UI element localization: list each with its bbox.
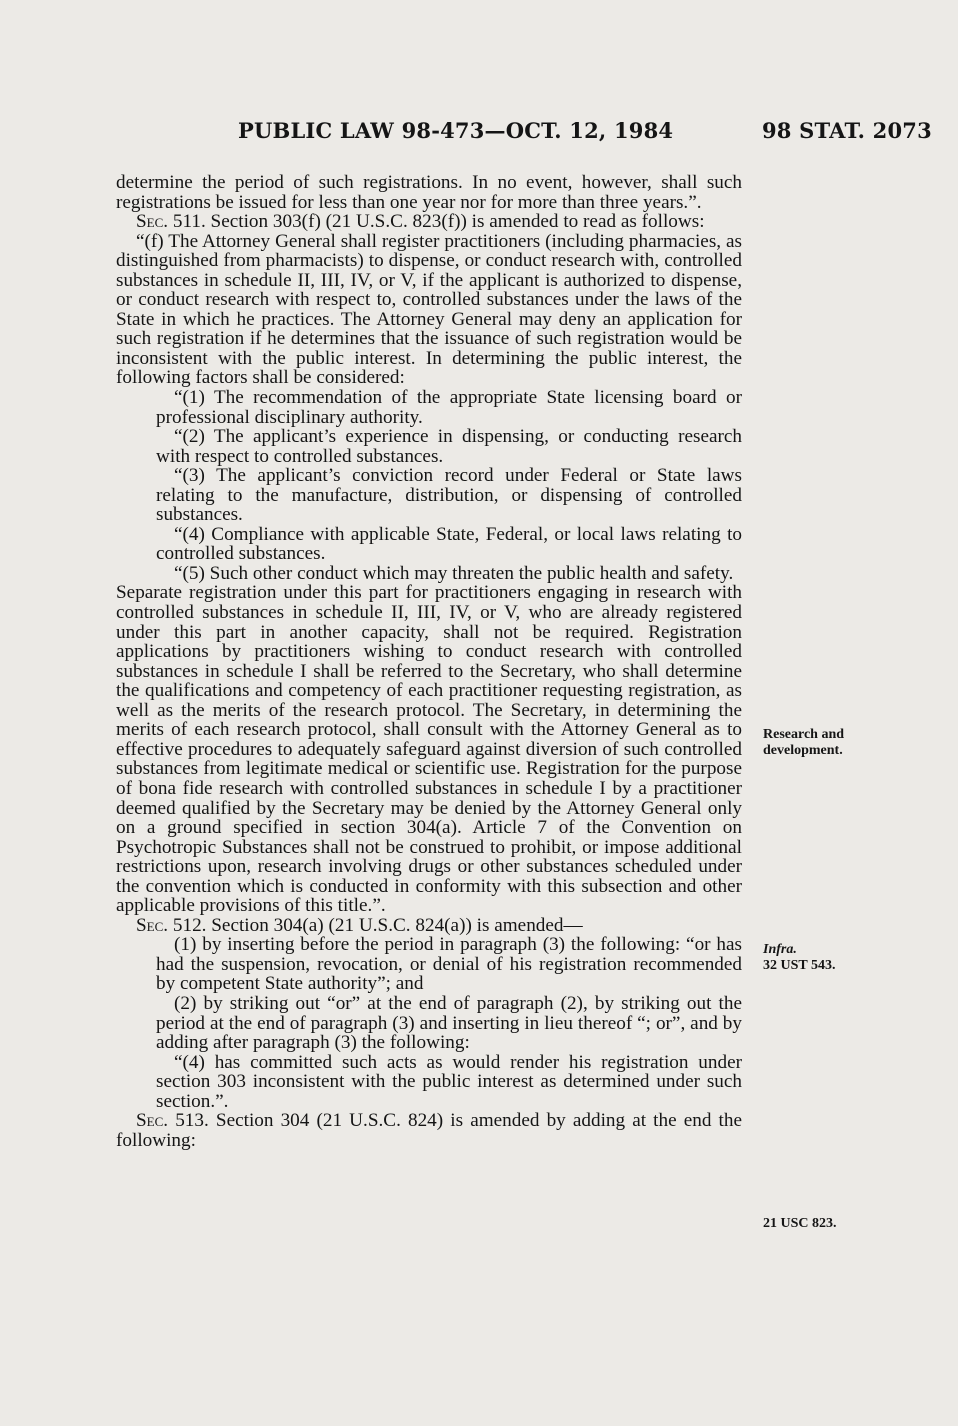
page-header-title: PUBLIC LAW 98-473—OCT. 12, 1984 <box>238 118 674 143</box>
separate-registration-paragraph: Separate registration under this part for practitioners engaging in research with controlled substances in schedule II, III, IV, or V, who are already registered under this part in another capacity, shall not be required. Registration applications by practitioners wishing to conduct research with controlled substances in schedule I shall be referred to the Secretary, who shall determine the qualifications and competency of each practitioner requesting registration, as well as the merits of the research protocol. The Secretary, in determining the merits of each research protocol, shall consult with the Attorney General as to effective procedures to adequately safeguard against diversion of such controlled substances from legitimate medical or scientific use. Registration for the purpose of bona fide research with controlled substances in schedule I by a practitioner deemed qualified by the Secretary may be denied by the Attorney General only on a ground specified in section 304(a). Article 7 of the Convention on Psychotropic Substances shall not be construed to prohibit, or impose additional restrictions upon, research involving drugs or other substances scheduled under the convention which is conducted in conformity with this subsection and other applicable provisions of this title.”. <box>116 582 742 917</box>
amendment-2: (2) by striking out “or” at the end of paragraph (2), by striking out the period at the end of paragraph (3) and inserting in lieu thereof “; or”, and by adding after paragraph (3) the following: <box>156 992 742 1054</box>
sec-label: Sec. <box>136 1110 169 1132</box>
section-513 <box>116 1111 742 1150</box>
factor-4: “(4) Compliance with applicable State, Federal, or local laws relating to controlled substances. <box>156 523 742 565</box>
sec-label: Sec. <box>136 211 169 233</box>
amendment-3: “(4) has committed such acts as would render his registration under section 303 inconsistent with the public interest as determined under such section.”. <box>156 1051 742 1112</box>
section-513-text: 513. Section 304 (21 U.S.C. 824) is amended by adding at the end the following: <box>116 1110 742 1151</box>
section-511-text: 511. Section 303(f) (21 U.S.C. 823(f)) is amended to read as follows: <box>168 211 705 233</box>
body-text <box>116 173 742 1150</box>
section-511 <box>116 212 742 232</box>
margin-note-research <box>763 727 844 759</box>
margin-note-research-line2: development. <box>763 743 843 758</box>
subsection-f: “(f) The Attorney General shall register practitioners (including pharmacies, as distinguished from pharmacists) to dispense, or conduct research with, controlled substances in schedule II, III, IV, or V, if the applicant is authorized to dispense, or conduct research with respect to, controlled substances under the laws of the State in which he practices. The Attorney General may deny an application for such registration if he determines that the issuance of such registration would be inconsistent with the public interest. In determining the public interest, the following factors shall be considered: <box>116 230 742 389</box>
margin-note-infra <box>763 942 835 974</box>
paragraph-continuation: determine the period of such registrations. In no event, however, shall such registrations be issued for less than one year nor for more than three years.”. <box>116 172 742 213</box>
factor-3: “(3) The applicant’s conviction record under Federal or State laws relating to the manufacture, distribution, or dispensing of controlled substances. <box>156 465 742 526</box>
section-512-text: 512. Section 304(a) (21 U.S.C. 824(a)) is amended— <box>168 914 583 936</box>
margin-note-usc: 21 USC 823. <box>763 1216 837 1231</box>
factor-1: “(1) The recommendation of the appropriate State licensing board or professional disciplinary authority. <box>156 387 742 428</box>
page-header-stat: 98 STAT. 2073 <box>762 118 932 143</box>
factor-2: “(2) The applicant’s experience in dispensing, or conducting research with respect to controlled substances. <box>156 426 742 467</box>
factor-5: “(5) Such other conduct which may threaten the public health and safety. <box>174 562 734 584</box>
amendment-1: (1) by inserting before the period in paragraph (3) the following: “or has had the suspension, revocation, or denial of his registration recommended by competent State authority”; and <box>156 934 742 995</box>
margin-note-infra-text: Infra. <box>763 942 797 957</box>
sec-label: Sec. <box>136 914 169 936</box>
margin-note-ust: 32 UST 543. <box>763 958 836 973</box>
margin-note-research-line1: Research and <box>763 727 845 742</box>
section-512 <box>116 916 742 936</box>
